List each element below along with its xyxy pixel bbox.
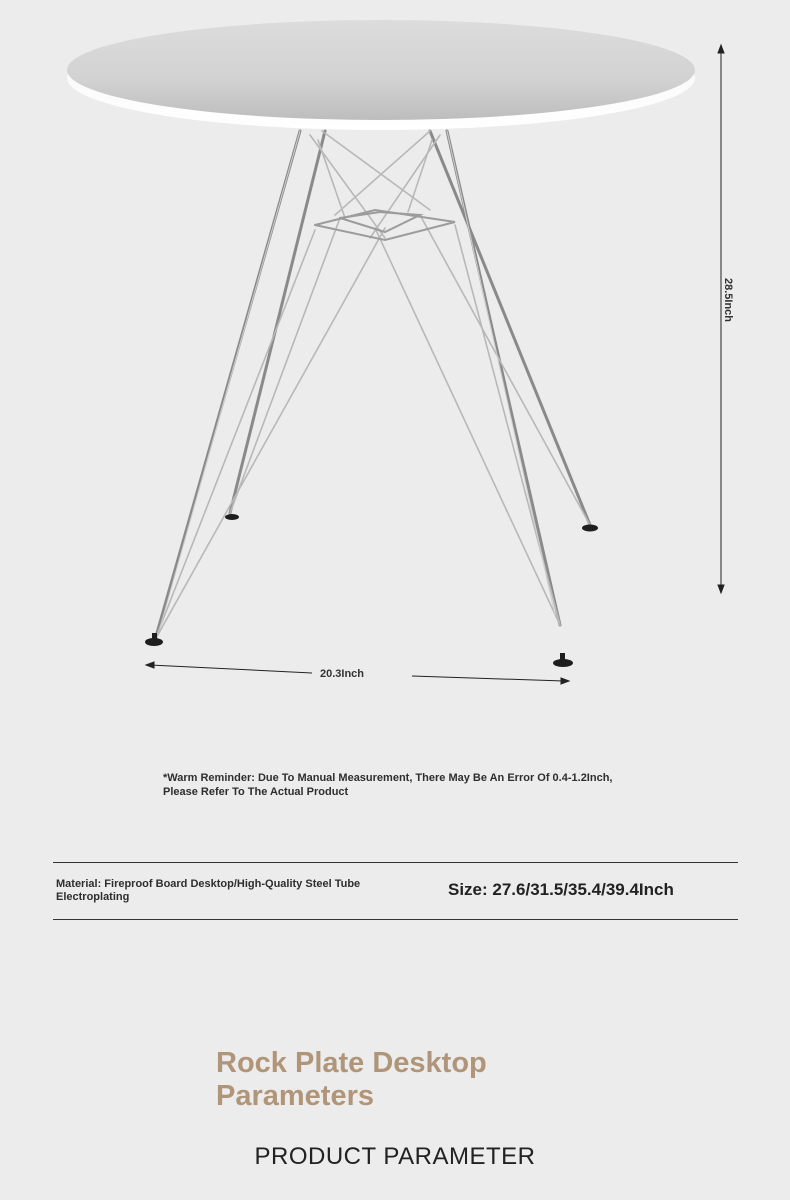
section-subtitle: PRODUCT PARAMETER	[254, 1143, 536, 1170]
warm-reminder	[163, 771, 643, 799]
height-label: 28.5Inch	[722, 277, 735, 323]
size-spec: Size: 27.6/31.5/35.4/39.4Inch	[448, 880, 674, 899]
section-title-line-1: Rock Plate Desktop	[216, 1047, 487, 1079]
section-title-line-2: Parameters	[216, 1080, 374, 1112]
section-title	[216, 1047, 556, 1113]
material-line-1: Material: Fireproof Board Desktop/High-Quality Steel Tube	[56, 878, 361, 890]
steel-wire-base	[155, 131, 590, 640]
material-spec	[56, 878, 386, 904]
material-line-2: Electroplating	[56, 891, 130, 903]
spec-bar	[53, 862, 738, 920]
reminder-line-2: Please Refer To The Actual Product	[163, 786, 349, 798]
reminder-line-1: *Warm Reminder: Due To Manual Measurement, There May Be An Error Of 0.4-1.2Inch,	[163, 772, 613, 784]
width-label: 20.3Inch	[320, 668, 365, 680]
table-top	[67, 20, 695, 130]
